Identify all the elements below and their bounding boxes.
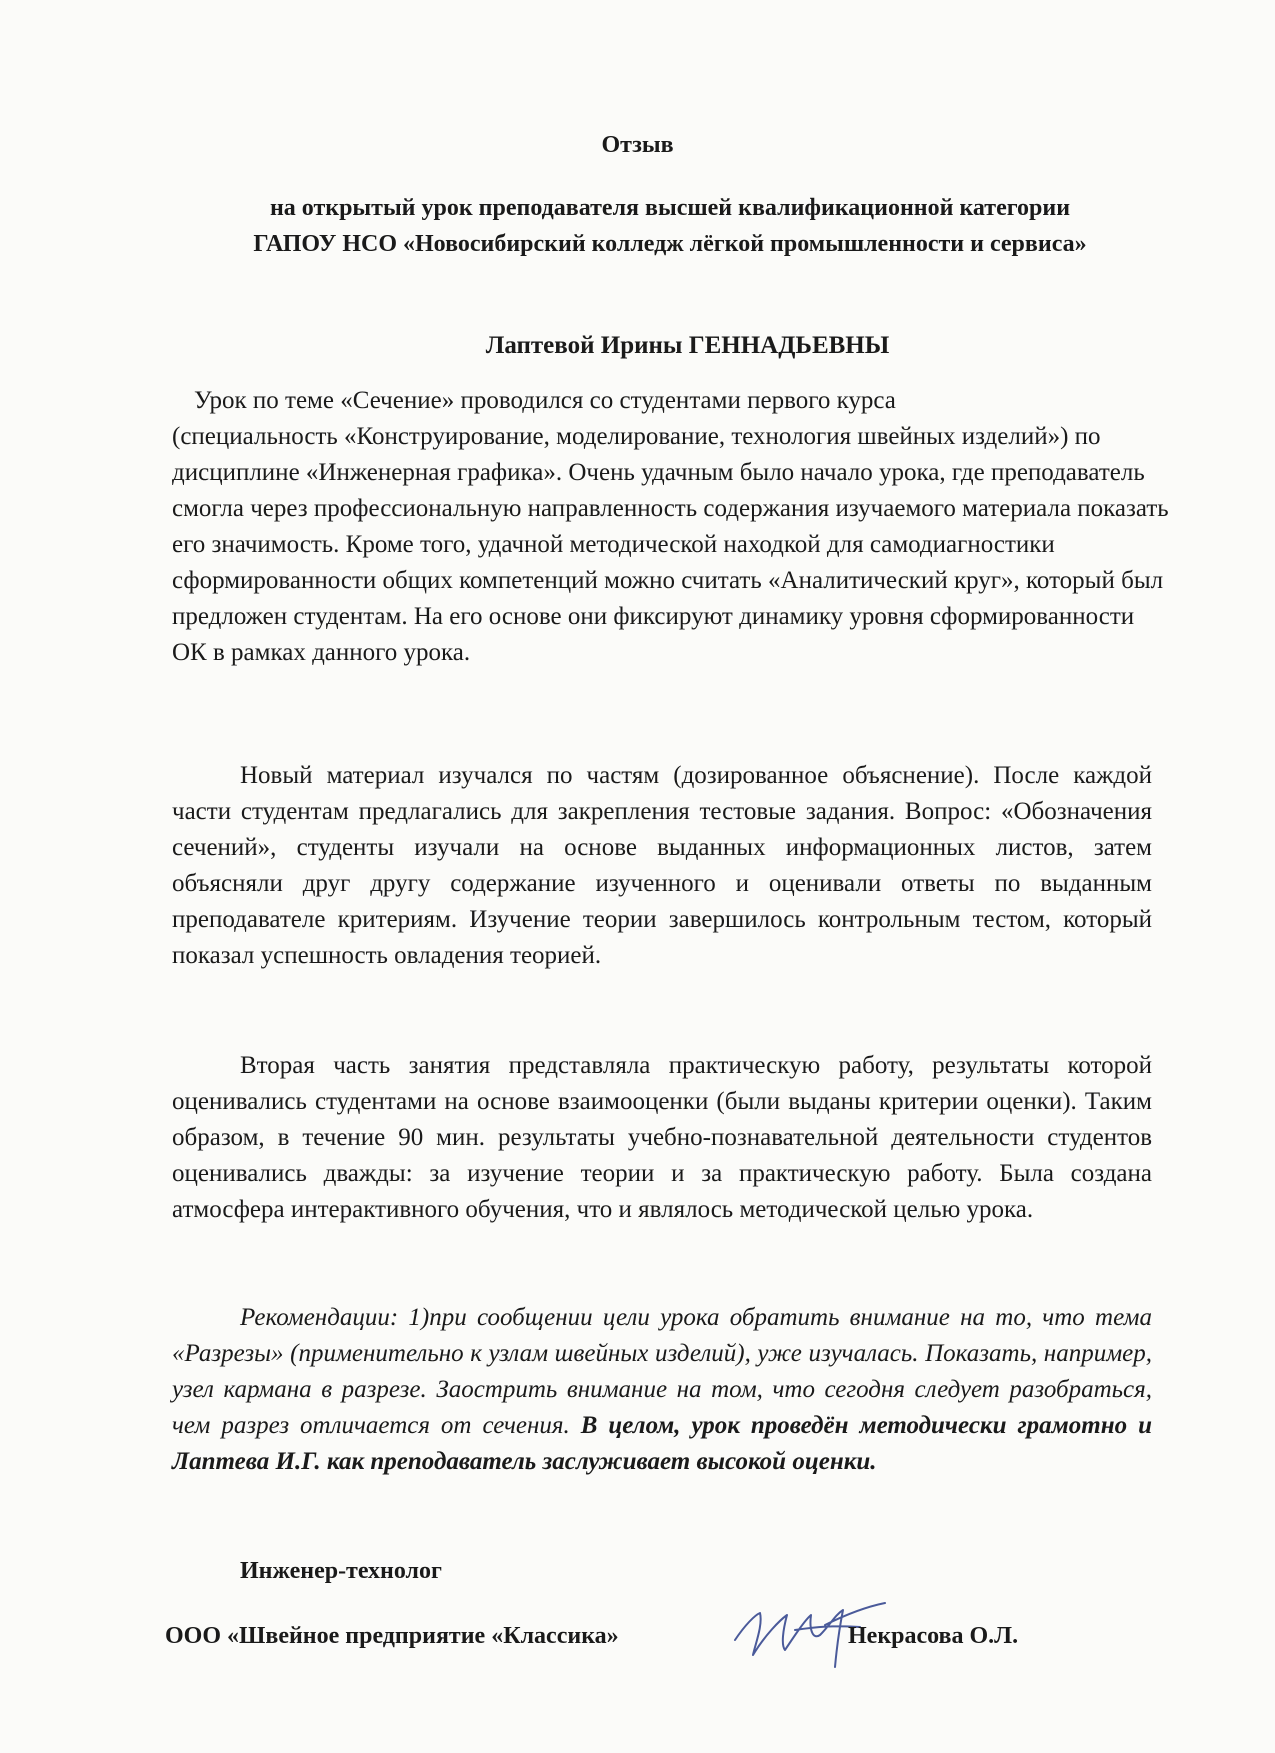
signer-position: Инженер-технолог [240, 1558, 442, 1584]
paragraph-1 [172, 383, 1172, 671]
paragraph-1-first-line: Урок по теме «Сечение» проводился со студентами первого курса [194, 387, 896, 414]
paragraph-3: Вторая часть занятия представляла практическую работу, результаты которой оценивались студентами на основе взаимооценки (были выданы критерии оценки). Таким образом, в течение 90 мин. результаты учебно-познавательной деятельности студентов оценивались дважды: за изучение теории и за практическую работу. Была создана атмосфера интерактивного обучения, что и являлось методической целью урока. [172, 1052, 1152, 1223]
document-title: Отзыв [601, 132, 674, 158]
paragraph-recommendations [172, 1300, 1152, 1480]
paragraph-1-rest: (специальность «Конструирование, моделирование, технология швейных изделий») по дисциплине «Инженерная графика». Очень удачным было начало урока, где преподаватель смогла через профессиональную направленность содержания изучаемого материала показать его значимость. Кроме того, удачной методической находкой для самодиагностики сформированности общих компетенций можно считать «Аналитический круг», который был предложен студентам. На его основе они фиксируют динамику уровня сформированности ОК в рамках данного урока. [172, 423, 1169, 666]
document-subtitle: на открытый урок преподавателя высшей квалификационной категории ГАПОУ НСО «Новосибирский колледж лёгкой промышленности и сервиса» [253, 195, 1087, 257]
recommendations-text: Рекомендации: 1)при сообщении цели урока обратить внимание на то, что тема «Разрезы» (применительно к узлам швейных изделий), уже изучалась. Показать, например, узел кармана в разрезе. Заострить внимание на том, что сегодня следует разобраться, чем разрез отличается от сечения. [172, 1304, 1152, 1439]
conclusion-text: В целом, урок проведён методически грамотно и Лаптева И.Г. как преподаватель заслуживает высокой оценки. [172, 1412, 1152, 1475]
paragraph-2: Новый материал изучался по частям (дозированное объяснение). После каждой части студентам предлагались для закрепления тестовые задания. Вопрос: «Обозначения сечений», студенты изучали на основе выданных информационных листов, затем объясняли друг другу содержание изученного и оценивали ответы по выданным преподавателе критериям. Изучение теории завершилось контрольным тестом, который показал успешность овладения теорией. [172, 762, 1152, 969]
signer-name: Некрасова О.Л. [848, 1623, 1019, 1649]
teacher-name: Лаптевой Ирины ГЕННАДЬЕВНЫ [485, 332, 890, 359]
signer-organization: ООО «Швейное предприятие «Классика» [165, 1623, 619, 1649]
